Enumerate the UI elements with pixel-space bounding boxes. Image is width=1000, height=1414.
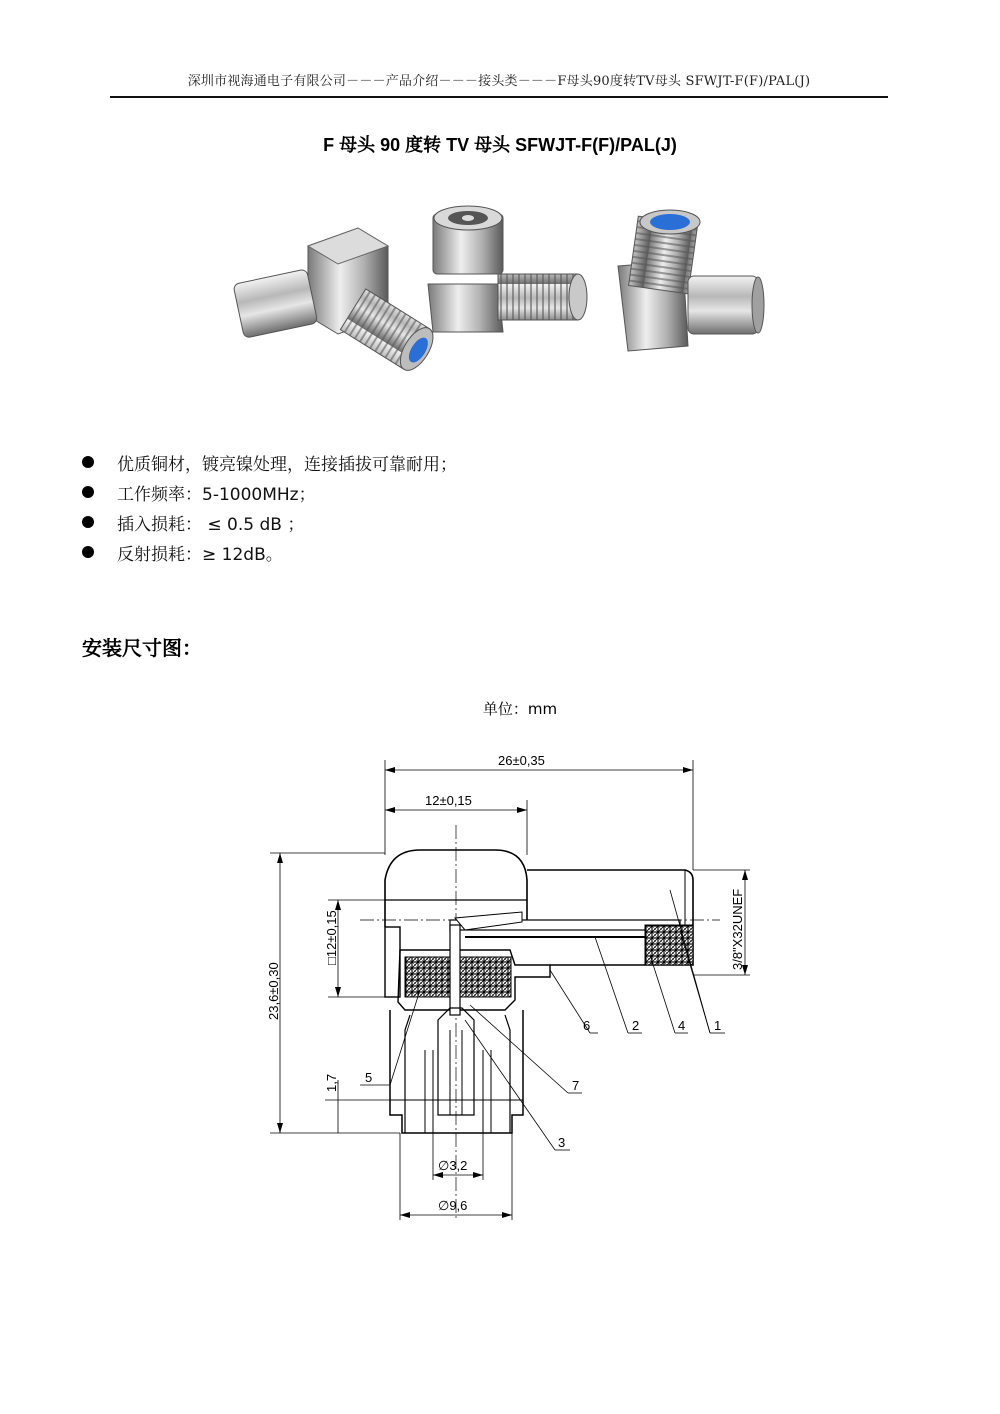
dim-body-width: 12±0,15 [425,793,472,808]
dim-square: □12±0,15 [324,910,339,965]
callout-2: 2 [632,1018,640,1033]
bullet-icon [82,516,94,528]
dim-height: 23,6±0,30 [266,962,281,1020]
photo-connector-2 [428,206,587,332]
product-photos [228,196,768,376]
photo-connector-1 [233,228,440,376]
callout-1: 1 [714,1018,722,1033]
dim-outer-diameter: ∅9,6 [438,1198,468,1213]
dim-overall-width: 26±0,35 [498,753,545,768]
callout-7: 7 [572,1078,580,1093]
section-title: 安装尺寸图： [82,636,202,660]
unit-label: 单位：mm [482,700,558,718]
product-title: F 母头 90 度转 TV 母头 SFWJT-F(F)/PAL(J) [323,135,677,155]
bullet-icon [82,456,94,468]
dim-small: 1,7 [324,1073,339,1092]
page-header: 深圳市视海通电子有限公司－－－产品介绍－－－接头类－－－F母头90度转TV母头 SFWJT-F(F)/PAL(J) [187,74,811,89]
bullet-icon [82,546,94,558]
callout-6: 6 [583,1018,591,1033]
callout-5: 5 [365,1070,373,1085]
callout-4: 4 [678,1018,686,1033]
installation-drawing [250,740,770,1230]
dim-pin-diameter: ∅3,2 [438,1158,468,1173]
thread-spec: 3/8"X32UNEF [730,888,745,970]
header-rule [110,96,888,98]
callout-3: 3 [558,1135,566,1150]
photo-connector-3 [618,210,764,351]
bullet-icon [82,486,94,498]
